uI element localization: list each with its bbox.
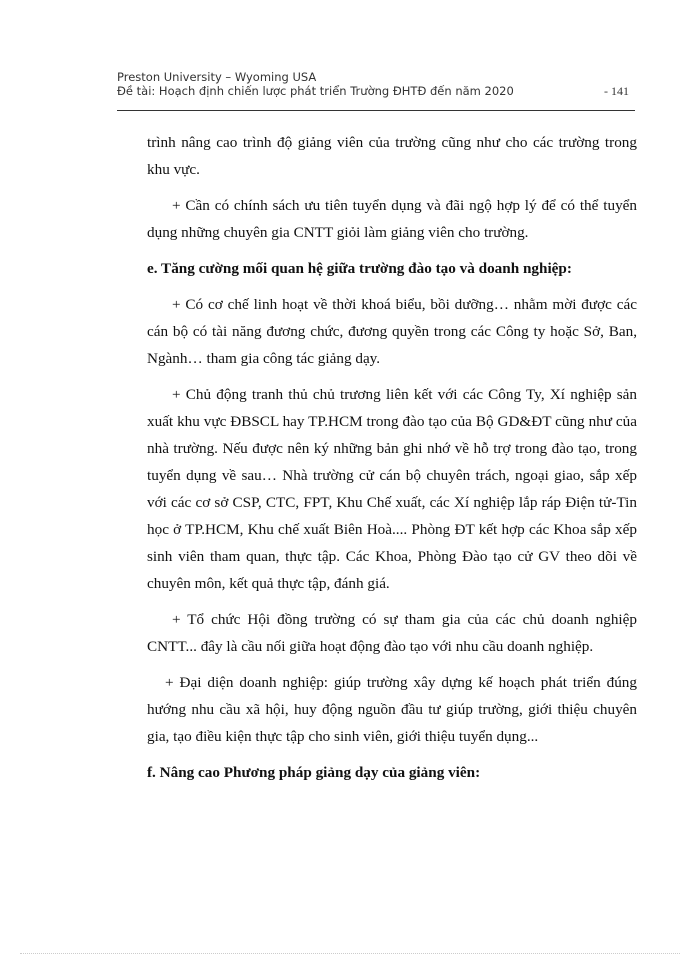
page-bottom-border <box>20 953 680 954</box>
header-topic-line <box>117 84 637 98</box>
paragraph-2: + Cần có chính sách ưu tiên tuyển dụng và đãi ngộ hợp lý để có thể tuyển dụng những chuyên gia CNTT giỏi làm giảng viên cho trường. <box>147 197 637 241</box>
header-topic: Đề tài: Hoạch định chiến lược phát triển Trường ĐHTĐ đến năm 2020 <box>117 84 514 98</box>
header-rule <box>117 110 635 111</box>
heading-e: e. Tăng cường mối quan hệ giữa trường đào tạo và doanh nghiệp: <box>147 260 572 277</box>
paragraph-1: trình nâng cao trình độ giảng viên của trường cũng như cho các trường trong khu vực. <box>147 134 637 178</box>
header-university: Preston University – Wyoming USA <box>117 70 317 84</box>
paragraph-3: + Có cơ chế linh hoạt về thời khoá biểu, bồi dưỡng… nhằm mời được các cán bộ có tài năng đương chức, đương quyền trong các Công ty hoặc Sở, Ban, Ngành… tham gia công tác giảng dạy. <box>147 296 637 367</box>
paragraph-6: + Đại diện doanh nghiệp: giúp trường xây dựng kế hoạch phát triển đúng hướng nhu cầu xã hội, huy động nguồn đầu tư giúp trường, giới thiệu chuyên gia, tạo điều kiện thực tập cho sinh viên, giới thiệu tuyển dụng... <box>147 674 637 745</box>
paragraph-4: + Chủ động tranh thủ chủ trương liên kết với các Công Ty, Xí nghiệp sản xuất khu vực ĐBSCL hay TP.HCM trong đào tạo của Bộ GD&ĐT cũng như của nhà trường. Nếu được nên ký những bản ghi nhớ về hỗ trợ trong đào tạo, trong tuyển dụng về sau… Nhà trường cử cán bộ chuyên trách, ngoại giao, sắp xếp với các cơ sở CSP, CTC, FPT, Khu Chế xuất, các Xí nghiệp lắp ráp Điện tử-Tin học ở TP.HCM, Khu chế xuất Biên Hoà.... Phòng ĐT kết hợp các Khoa sắp xếp sinh viên tham quan, thực tập. Các Khoa, Phòng Đào tạo cử GV theo dõi về chuyên môn, kết quả thực tập, đánh giá. <box>147 386 637 592</box>
paragraph-5: + Tổ chức Hội đồng trường có sự tham gia của các chủ doanh nghiệp CNTT... đây là cầu nối giữa hoạt động đào tạo với nhu cầu doanh nghiệp. <box>147 611 637 655</box>
page-header <box>117 70 637 98</box>
page-number: - 141 <box>604 84 629 98</box>
heading-f: f. Nâng cao Phương pháp giảng dạy của giảng viên: <box>147 764 481 781</box>
page-body <box>147 129 637 795</box>
